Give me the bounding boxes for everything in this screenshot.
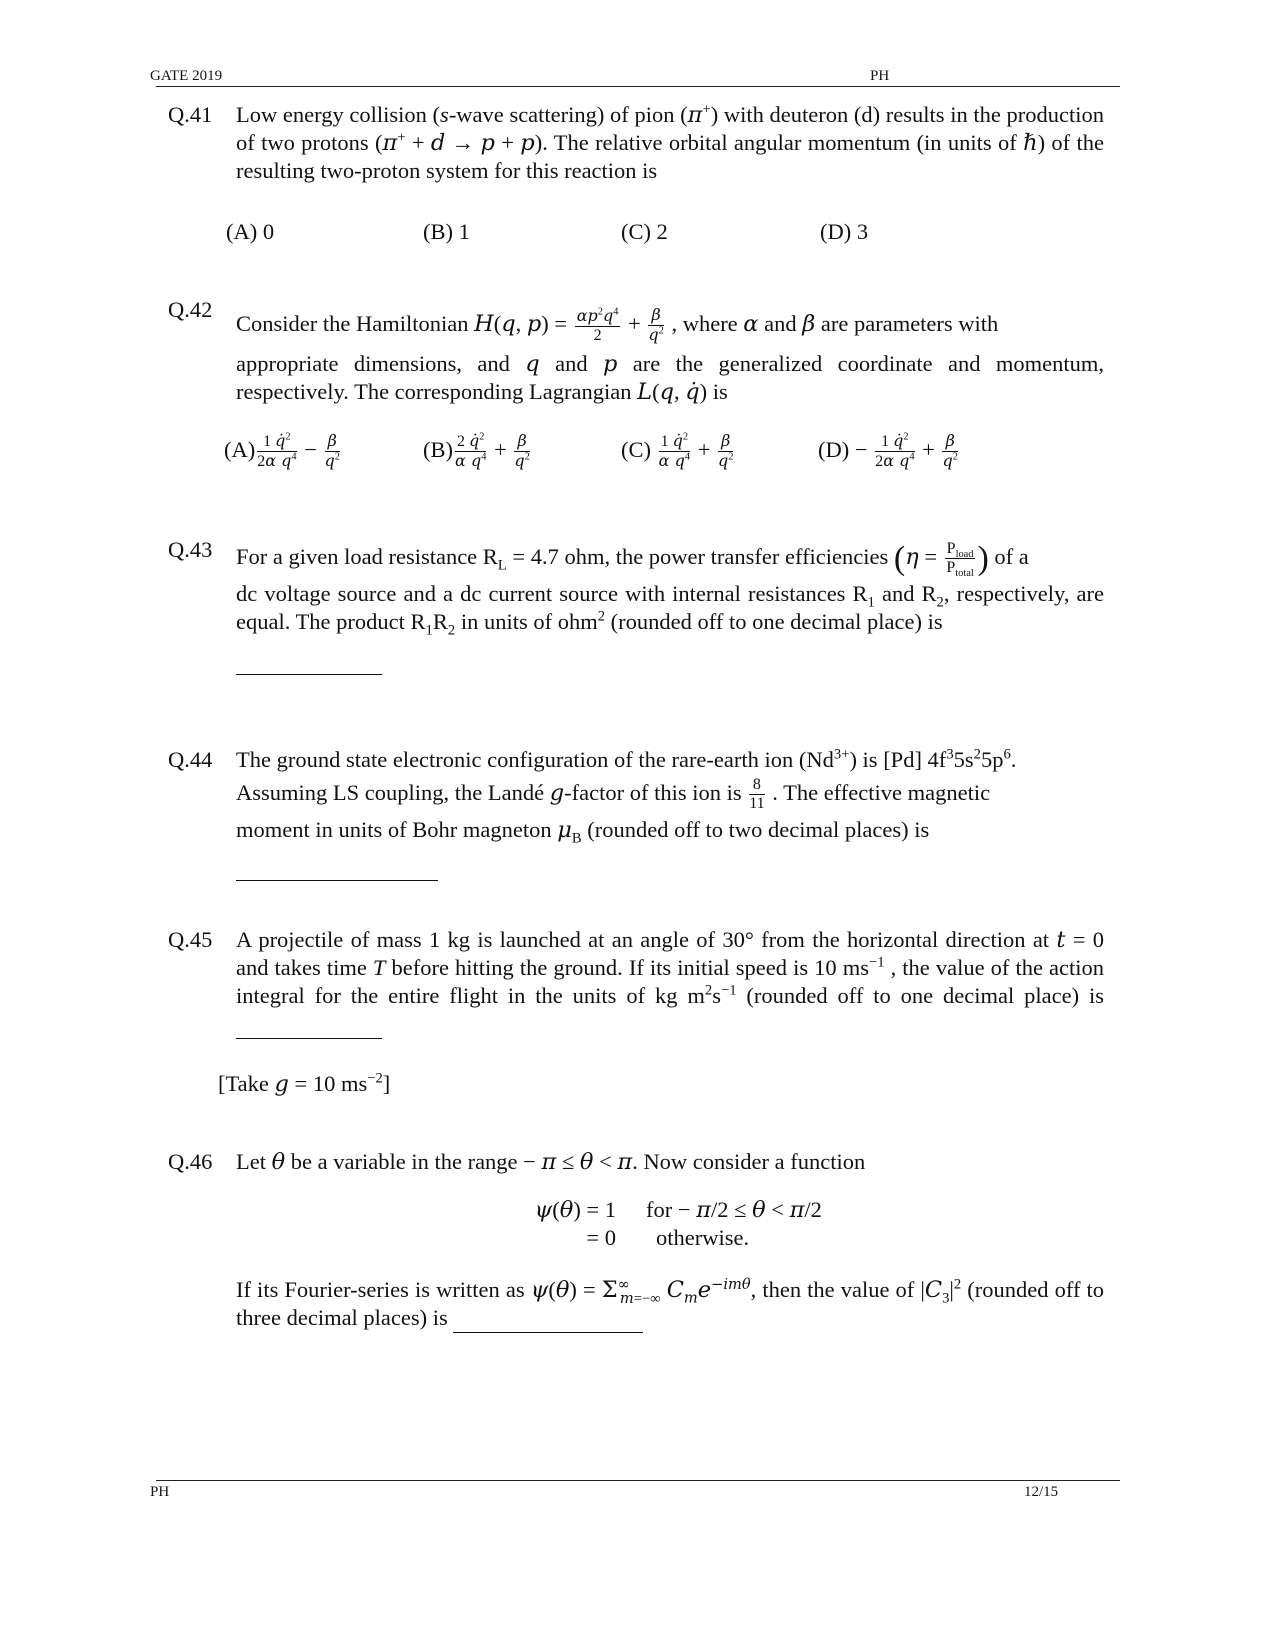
- piecewise-rhs-1: for − π/2 ≤ θ < π/2: [646, 1197, 822, 1223]
- answer-blank[interactable]: [453, 1304, 643, 1333]
- question-text: Let θ be a variable in the range − π ≤ θ < π. Now consider a function: [236, 1149, 866, 1175]
- piecewise-lhs-1: ψ(θ) = 1: [534, 1197, 616, 1223]
- question-text: For a given load resistance $R_L = 4.7$ ohm, the power transfer efficiencies (η = $\frac{P_{load}}{P_{total}}$ ) of a dc voltage source and a dc current source with internal resistances $R_1$ and $R_2$, respectively, are equal. The product $R_1R_2$ in units of ohm$^2$ (rounded off to one decimal place) is: [236, 540, 1104, 675]
- question-number: Q.41: [168, 102, 213, 127]
- question-text: Low energy collision (s-wave scattering) of pion (π+) with deuteron (d) results in the production of two protons (π+ + d → p + p). The relative orbital angular momentum (in units of ℏ) of the resulting two-proton system for this reaction is: [236, 101, 1105, 183]
- option-d[interactable]: (D) − $\frac{1 q̇^2}{2\alpha q^4}$ + $\frac{\beta}{q^2}$: [818, 431, 958, 471]
- question-number: Q.46: [168, 1149, 213, 1174]
- piecewise-rhs-2: otherwise.: [656, 1225, 750, 1250]
- answer-blank[interactable]: [236, 1010, 382, 1039]
- answer-blank[interactable]: [236, 852, 438, 881]
- option-a[interactable]: (A) 0: [226, 219, 275, 244]
- option-b[interactable]: (B) 1: [423, 219, 470, 244]
- question-number: Q.42: [168, 297, 213, 322]
- question-number: Q.45: [168, 927, 213, 952]
- option-b[interactable]: (B) $\frac{2 q̇^2}{\alpha q^4}$ + $\frac{\beta}{q^2}$: [423, 431, 530, 471]
- piecewise-lhs-2: = 0: [586, 1225, 616, 1250]
- header-paper-code: PH: [870, 68, 890, 84]
- question-text: A projectile of mass 1 kg is launched at an angle of 30° from the horizontal direction at t = 0 and takes time T before hitting the ground. If its initial speed is 10 $ms^{-1}$ , the value of the action integral for the entire flight in the units of kg $m^2s^{-1}$ (rounded off to one decimal place) is: [236, 926, 1104, 1039]
- option-c[interactable]: (C) 2: [621, 219, 668, 244]
- option-c[interactable]: (C) $\frac{1 q̇^2}{\alpha q^4}$ + $\frac{\beta}{q^2}$: [621, 431, 734, 471]
- question-text-continued: If its Fourier-series is written as $\psi(\theta) = \Sigma^\infty_{m=-\infty}$ $C_me^{-im\theta}$, then the value of $|C_3|^2$ (rounded off to three decimal places) is: [236, 1276, 1104, 1333]
- page-number: 12/15: [1024, 1484, 1059, 1500]
- header-exam-label: GATE 2019: [150, 68, 223, 84]
- header-rule: [156, 86, 1120, 87]
- question-number: Q.43: [168, 537, 213, 562]
- option-a[interactable]: (A) $\frac{1 q̇^2}{2\alpha q^4}$ − $\frac{\beta}{q^2}$: [224, 431, 340, 471]
- question-note: [Take g = 10 $ms^{-2}$]: [218, 1070, 391, 1097]
- question-text: Consider the Hamiltonian H(q, p) = $\frac{\alpha p^2q^4}{2}$ + $\frac{\beta}{q^2}$ , where α and β are parameters with appropriate dimensions, and q and p are the generalized coordinate and momentum, respectively. The corresponding Lagrangian L(q, q̇) is: [236, 305, 1104, 405]
- footer-paper-code: PH: [150, 1484, 170, 1500]
- question-text: The ground state electronic configuration of the rare-earth ion $(Nd^{3+})$ is [Pd] $4f^35s^25p^6$. Assuming LS coupling, the Landé g-factor of this ion is $\frac{8}{11}$ . The effective magnetic moment in units of Bohr magneton $\mu_B$ (rounded off to two decimal places) is: [236, 746, 1104, 881]
- footer-rule: [156, 1480, 1120, 1481]
- answer-blank[interactable]: [236, 646, 382, 675]
- option-d[interactable]: (D) 3: [820, 219, 869, 244]
- question-number: Q.44: [168, 747, 213, 772]
